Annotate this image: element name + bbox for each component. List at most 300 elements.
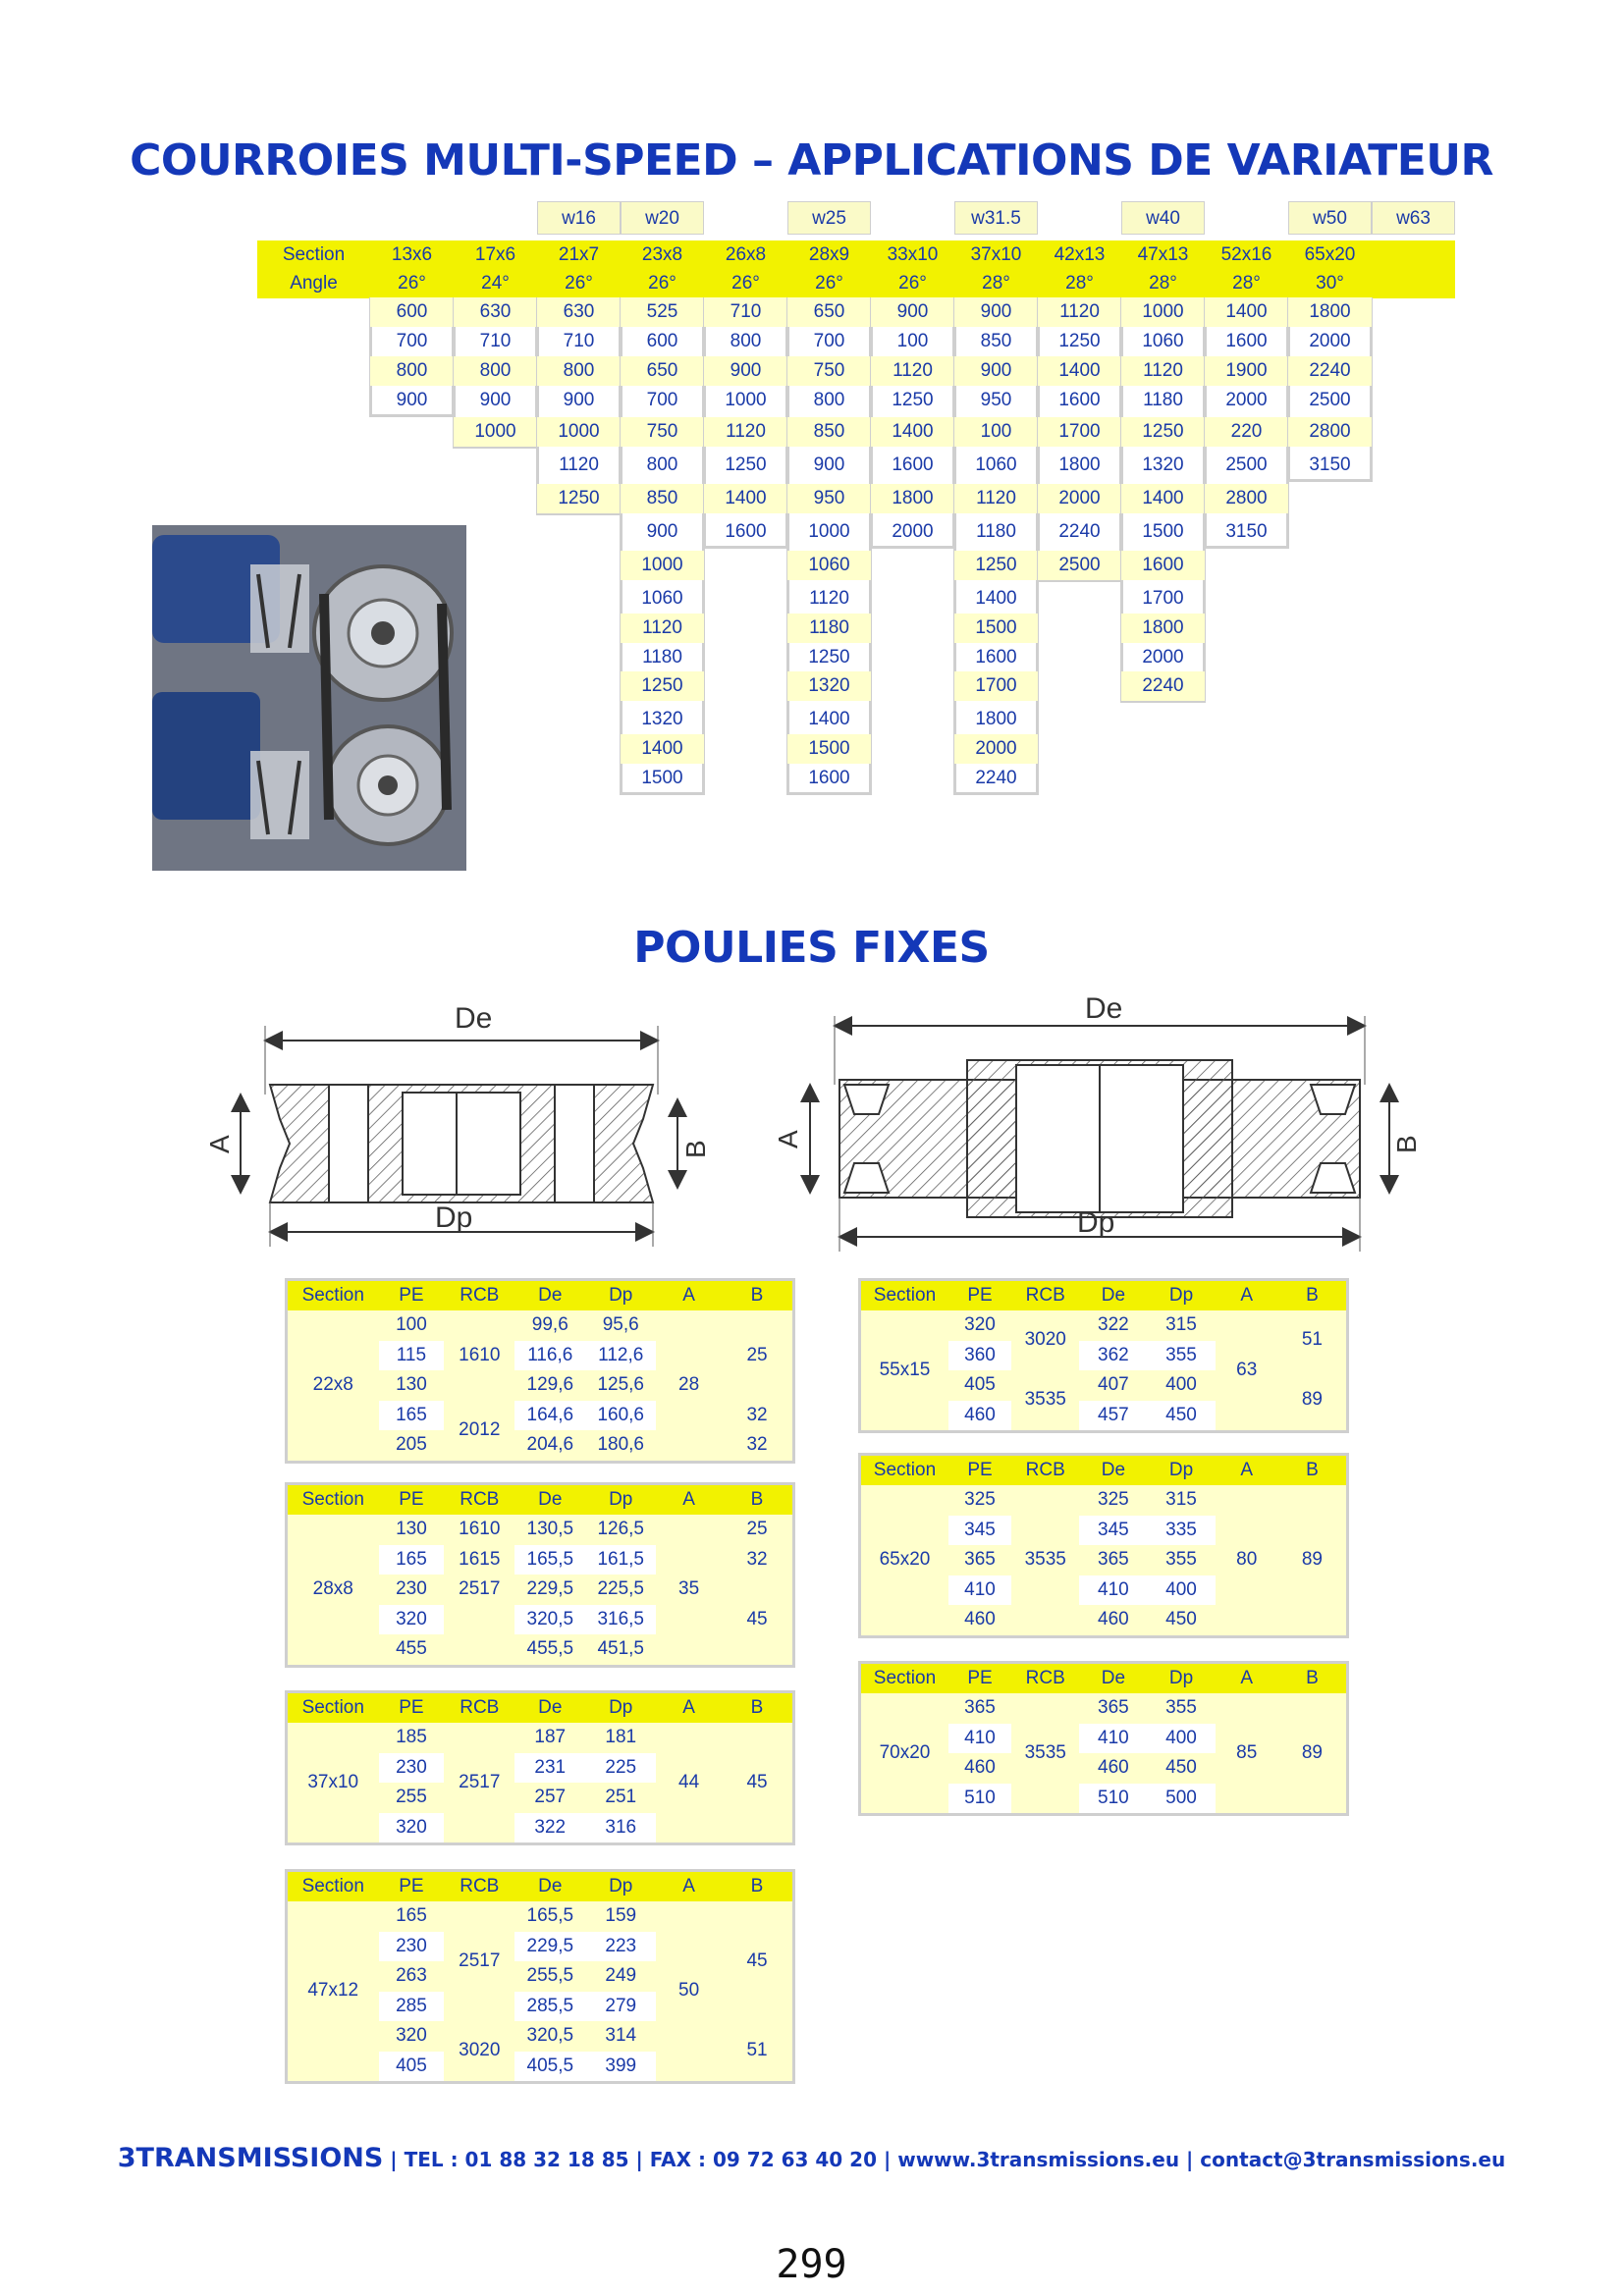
variator-value: 1000 bbox=[725, 390, 767, 410]
fixed-pulley-table bbox=[285, 1482, 795, 1668]
column-header: De bbox=[1101, 1460, 1126, 1480]
pe-cell: 410 bbox=[964, 1578, 996, 1600]
variator-value: 1400 bbox=[1205, 297, 1288, 327]
pe-cell: 455 bbox=[396, 1638, 427, 1659]
variator-value: 2000 bbox=[1038, 484, 1121, 513]
variator-value: 1250 bbox=[725, 454, 767, 475]
variator-value: 800 bbox=[730, 331, 762, 351]
pe-cell: 460 bbox=[964, 1757, 996, 1778]
a-label-1: A bbox=[204, 1135, 235, 1153]
variator-value: 950 bbox=[787, 484, 871, 513]
pe-cell: 130 bbox=[396, 1374, 427, 1395]
column-header: Dp bbox=[609, 1285, 633, 1306]
variator-value: 900 bbox=[563, 390, 595, 410]
column-header: De bbox=[1101, 1668, 1126, 1688]
column-header: B bbox=[1306, 1668, 1319, 1688]
variator-photo bbox=[152, 525, 466, 871]
variator-value: 1120 bbox=[954, 484, 1038, 513]
section-cell: 22x8 bbox=[312, 1374, 353, 1395]
column-header: B bbox=[750, 1285, 764, 1306]
variator-value: 2500 bbox=[1038, 551, 1121, 580]
variator-value: 1180 bbox=[642, 647, 682, 667]
angle-header: 30° bbox=[1316, 273, 1344, 294]
dp-cell: 316 bbox=[605, 1816, 637, 1838]
b-cell: 51 bbox=[1301, 1329, 1323, 1351]
column-header: PE bbox=[967, 1668, 993, 1688]
double-groove-pulley-diagram bbox=[761, 987, 1458, 1271]
a-cell: 35 bbox=[678, 1578, 700, 1599]
variator-value: 900 bbox=[479, 390, 512, 410]
dp-cell: 251 bbox=[605, 1787, 637, 1807]
column-header: Dp bbox=[609, 1489, 633, 1510]
angle-header: 28° bbox=[1065, 273, 1094, 294]
variator-value: 1180 bbox=[787, 614, 871, 643]
variator-value: 900 bbox=[954, 356, 1038, 386]
dp-cell: 450 bbox=[1165, 1404, 1197, 1425]
column-header: A bbox=[682, 1697, 695, 1718]
dp-label-1: Dp bbox=[435, 1201, 473, 1234]
variator-value: 1700 bbox=[1142, 588, 1184, 609]
column-header: PE bbox=[399, 1489, 424, 1510]
pe-cell: 405 bbox=[396, 2055, 427, 2076]
a-cell: 44 bbox=[678, 1771, 700, 1792]
footer-company: 3TRANSMISSIONS bbox=[117, 2143, 384, 2173]
variator-value: 1400 bbox=[1121, 484, 1205, 513]
variator-value: 900 bbox=[813, 454, 845, 475]
column-header: RCB bbox=[460, 1285, 500, 1306]
variator-value: 1800 bbox=[1058, 454, 1101, 475]
variator-value: 1500 bbox=[954, 614, 1038, 643]
de-label-2: De bbox=[1085, 992, 1123, 1025]
rcb-cell: 3535 bbox=[1024, 1389, 1066, 1411]
dp-cell: 355 bbox=[1165, 1549, 1197, 1570]
b-cell: 45 bbox=[746, 1608, 768, 1629]
dp-cell: 451,5 bbox=[597, 1638, 644, 1659]
de-cell: 405,5 bbox=[526, 2055, 574, 2076]
variator-value: 900 bbox=[871, 297, 954, 327]
dp-cell: 315 bbox=[1165, 1314, 1197, 1335]
de-cell: 455,5 bbox=[526, 1638, 574, 1659]
dp-cell: 180,6 bbox=[597, 1434, 644, 1455]
dp-cell: 181 bbox=[605, 1727, 637, 1747]
variator-value: 630 bbox=[537, 297, 621, 327]
dp-cell: 279 bbox=[605, 1995, 637, 2016]
pe-cell: 230 bbox=[396, 1578, 427, 1599]
variator-value: 1400 bbox=[808, 709, 850, 729]
rcb-cell: 2517 bbox=[459, 1949, 501, 1971]
variator-value: 800 bbox=[813, 390, 845, 410]
dp-cell: 400 bbox=[1165, 1374, 1197, 1395]
variator-title: COURROIES MULTI-SPEED – APPLICATIONS DE VARIATEUR bbox=[130, 135, 1493, 186]
variator-value: 2240 bbox=[1121, 671, 1205, 701]
variator-value: 2240 bbox=[975, 768, 1017, 788]
variator-value: 2000 bbox=[1225, 390, 1268, 410]
section-cell: 37x10 bbox=[307, 1771, 359, 1792]
column-header: Dp bbox=[1168, 1460, 1194, 1480]
w-label: w20 bbox=[621, 201, 704, 235]
a-cell: 28 bbox=[678, 1374, 700, 1395]
variator-value: 1120 bbox=[621, 614, 704, 643]
section-header: 52x16 bbox=[1220, 244, 1272, 265]
pe-cell: 410 bbox=[964, 1727, 996, 1748]
variator-value: 650 bbox=[621, 356, 704, 386]
column-header: B bbox=[750, 1489, 764, 1510]
variator-value: 1400 bbox=[621, 734, 704, 764]
fixed-pulley-table bbox=[858, 1661, 1349, 1816]
variator-value: 1120 bbox=[871, 356, 954, 386]
section-header: 26x8 bbox=[725, 244, 767, 265]
section-cell: 47x12 bbox=[307, 1980, 359, 2002]
w-label: w40 bbox=[1121, 201, 1205, 235]
b-label-1: B bbox=[680, 1140, 711, 1158]
angle-header: 26° bbox=[648, 273, 676, 294]
variator-value: 1400 bbox=[704, 484, 787, 513]
variator-value: 800 bbox=[454, 356, 537, 386]
column-header: De bbox=[538, 1876, 563, 1896]
variator-value: 220 bbox=[1205, 417, 1288, 447]
column-header: Section bbox=[873, 1285, 937, 1306]
variator-value: 1120 bbox=[704, 417, 787, 447]
variator-value: 1120 bbox=[1121, 356, 1205, 386]
b-cell: 51 bbox=[746, 2040, 768, 2061]
de-label-1: De bbox=[455, 1002, 493, 1035]
de-cell: 229,5 bbox=[526, 1578, 574, 1599]
b-cell: 32 bbox=[746, 1434, 768, 1455]
variator-value: 700 bbox=[813, 331, 845, 351]
de-cell: 165,5 bbox=[526, 1905, 574, 1926]
pe-cell: 205 bbox=[396, 1434, 427, 1455]
column-header: Section bbox=[873, 1460, 937, 1480]
variator-value: 710 bbox=[704, 297, 787, 327]
variator-value: 1320 bbox=[641, 709, 683, 729]
fixed-pulley-table bbox=[285, 1278, 795, 1464]
angle-header: 26° bbox=[815, 273, 843, 294]
section-label: Section bbox=[282, 244, 346, 265]
variator-value: 2240 bbox=[1288, 356, 1372, 386]
a-cell: 80 bbox=[1236, 1549, 1258, 1570]
variator-value: 1400 bbox=[1038, 356, 1121, 386]
column-header: A bbox=[1240, 1668, 1254, 1688]
variator-value: 700 bbox=[396, 331, 428, 351]
dp-cell: 125,6 bbox=[597, 1374, 644, 1395]
b-cell: 45 bbox=[746, 1949, 768, 1971]
de-cell: 457 bbox=[1098, 1404, 1129, 1425]
dp-cell: 315 bbox=[1165, 1489, 1197, 1510]
b-cell: 45 bbox=[746, 1771, 768, 1792]
de-cell: 165,5 bbox=[526, 1548, 574, 1570]
variator-value: 1600 bbox=[808, 768, 850, 788]
variator-value: 750 bbox=[787, 356, 871, 386]
rcb-cell: 2517 bbox=[459, 1578, 501, 1599]
variator-value: 1800 bbox=[871, 484, 954, 513]
single-groove-pulley-diagram bbox=[191, 987, 722, 1271]
variator-value: 1060 bbox=[1142, 331, 1184, 351]
pe-cell: 115 bbox=[396, 1344, 427, 1365]
variator-value: 1800 bbox=[1288, 297, 1372, 327]
fixed-pulley-table bbox=[285, 1869, 795, 2084]
angle-header: 26° bbox=[731, 273, 760, 294]
variator-value: 900 bbox=[704, 356, 787, 386]
column-header: B bbox=[750, 1697, 764, 1718]
a-label-2: A bbox=[773, 1130, 803, 1148]
de-cell: 322 bbox=[1098, 1314, 1129, 1335]
b-cell: 89 bbox=[1301, 1549, 1323, 1570]
fixed-pulley-table bbox=[858, 1278, 1349, 1433]
de-cell: 460 bbox=[1098, 1757, 1129, 1778]
variator-value: 1250 bbox=[954, 551, 1038, 580]
angle-header: 28° bbox=[982, 273, 1010, 294]
column-header: B bbox=[1306, 1285, 1319, 1306]
pe-cell: 405 bbox=[964, 1374, 996, 1395]
b-cell: 25 bbox=[746, 1344, 768, 1365]
pe-cell: 320 bbox=[396, 2025, 427, 2046]
de-cell: 164,6 bbox=[526, 1404, 574, 1425]
section-header: 37x10 bbox=[970, 244, 1022, 265]
column-header: A bbox=[1240, 1460, 1254, 1480]
variator-value: 3150 bbox=[1309, 454, 1351, 475]
dp-cell: 112,6 bbox=[598, 1344, 644, 1365]
variator-value: 1600 bbox=[1225, 331, 1268, 351]
column-header: De bbox=[538, 1697, 563, 1718]
w-label: w63 bbox=[1372, 201, 1455, 235]
variator-value: 1250 bbox=[1058, 331, 1101, 351]
w-label: w16 bbox=[537, 201, 621, 235]
de-cell: 365 bbox=[1098, 1549, 1129, 1570]
column-header: A bbox=[682, 1876, 695, 1896]
rcb-cell: 1610 bbox=[459, 1519, 501, 1539]
variator-value: 900 bbox=[396, 390, 428, 410]
column-header: RCB bbox=[460, 1489, 500, 1510]
column-header: Section bbox=[301, 1876, 364, 1896]
angle-header: 28° bbox=[1232, 273, 1261, 294]
variator-value: 2500 bbox=[1309, 390, 1351, 410]
de-cell: 460 bbox=[1098, 1609, 1129, 1629]
variator-value: 950 bbox=[980, 390, 1012, 410]
pe-cell: 345 bbox=[964, 1519, 996, 1540]
dp-cell: 399 bbox=[605, 2055, 637, 2076]
de-cell: 257 bbox=[534, 1787, 567, 1807]
section-header: 21x7 bbox=[558, 244, 600, 265]
column-header: B bbox=[750, 1876, 764, 1896]
column-header: A bbox=[1240, 1285, 1254, 1306]
pe-cell: 255 bbox=[396, 1787, 427, 1807]
angle-header: 28° bbox=[1149, 273, 1177, 294]
variator-value: 800 bbox=[646, 454, 678, 475]
angle-header: 24° bbox=[481, 273, 510, 294]
variator-value: 850 bbox=[621, 484, 704, 513]
w-label: w50 bbox=[1288, 201, 1372, 235]
rcb-cell: 1615 bbox=[459, 1548, 501, 1570]
variator-value: 600 bbox=[646, 331, 678, 351]
variator-value: 800 bbox=[370, 356, 454, 386]
variator-value: 1060 bbox=[975, 454, 1017, 475]
dp-label-2: Dp bbox=[1077, 1206, 1115, 1239]
variator-value: 710 bbox=[563, 331, 595, 351]
column-header: De bbox=[1101, 1285, 1126, 1306]
variator-value: 1180 bbox=[976, 521, 1016, 542]
b-cell: 32 bbox=[746, 1404, 768, 1425]
de-cell: 229,5 bbox=[526, 1935, 574, 1956]
variator-value: 2800 bbox=[1288, 417, 1372, 447]
column-header: PE bbox=[399, 1876, 424, 1896]
section-header: 13x6 bbox=[391, 244, 433, 265]
variator-value: 2000 bbox=[954, 734, 1038, 764]
section-cell: 70x20 bbox=[879, 1741, 931, 1763]
variator-value: 3150 bbox=[1225, 521, 1268, 542]
de-cell: 365 bbox=[1098, 1697, 1129, 1718]
section-header: 42x13 bbox=[1054, 244, 1106, 265]
section-header: 28x9 bbox=[808, 244, 850, 265]
variator-value: 1000 bbox=[621, 551, 704, 580]
pe-cell: 230 bbox=[396, 1756, 427, 1778]
column-header: Dp bbox=[1168, 1285, 1194, 1306]
pe-cell: 130 bbox=[396, 1519, 427, 1539]
w-label: w31.5 bbox=[954, 201, 1038, 235]
variator-value: 2240 bbox=[1058, 521, 1101, 542]
de-cell: 204,6 bbox=[526, 1434, 574, 1455]
variator-value: 2800 bbox=[1205, 484, 1288, 513]
variator-value: 1600 bbox=[1121, 551, 1205, 580]
angle-label: Angle bbox=[290, 273, 338, 294]
dp-cell: 223 bbox=[605, 1935, 637, 1956]
dp-cell: 314 bbox=[605, 2025, 637, 2046]
variator-value: 1320 bbox=[1142, 454, 1184, 475]
column-header: De bbox=[538, 1285, 563, 1306]
section-cell: 28x8 bbox=[312, 1578, 353, 1599]
variator-value: 1700 bbox=[954, 671, 1038, 701]
variator-value: 1900 bbox=[1205, 356, 1288, 386]
de-cell: 116,6 bbox=[527, 1344, 573, 1365]
variator-value: 600 bbox=[370, 297, 454, 327]
b-label-2: B bbox=[1391, 1135, 1422, 1153]
angle-header: 26° bbox=[398, 273, 426, 294]
variator-value: 1250 bbox=[892, 390, 934, 410]
variator-value: 700 bbox=[646, 390, 678, 410]
dp-cell: 126,5 bbox=[597, 1519, 644, 1539]
column-header: RCB bbox=[1025, 1285, 1065, 1306]
dp-cell: 500 bbox=[1165, 1787, 1197, 1808]
column-header: A bbox=[682, 1489, 695, 1510]
rcb-cell: 3535 bbox=[1024, 1741, 1066, 1763]
variator-value: 1180 bbox=[1143, 390, 1183, 410]
pe-cell: 320 bbox=[396, 1608, 427, 1629]
pe-cell: 360 bbox=[964, 1344, 996, 1365]
pe-cell: 365 bbox=[964, 1549, 996, 1570]
w-label: w25 bbox=[787, 201, 871, 235]
dp-cell: 355 bbox=[1165, 1344, 1197, 1365]
a-cell: 85 bbox=[1236, 1741, 1258, 1763]
variator-value: 1400 bbox=[871, 417, 954, 447]
de-cell: 410 bbox=[1098, 1578, 1129, 1600]
column-header: Section bbox=[873, 1668, 937, 1688]
column-header: Dp bbox=[1168, 1668, 1194, 1688]
column-header: B bbox=[1306, 1460, 1319, 1480]
variator-value: 1060 bbox=[641, 588, 683, 609]
variator-photo-illustration bbox=[152, 525, 466, 871]
section-header: 65x20 bbox=[1304, 244, 1356, 265]
variator-value: 630 bbox=[454, 297, 537, 327]
de-cell: 362 bbox=[1098, 1344, 1129, 1365]
variator-value: 800 bbox=[537, 356, 621, 386]
variator-value: 900 bbox=[646, 521, 678, 542]
dp-cell: 450 bbox=[1165, 1757, 1197, 1778]
de-cell: 129,6 bbox=[526, 1374, 574, 1395]
variator-value: 1800 bbox=[1121, 614, 1205, 643]
variator-value: 1600 bbox=[892, 454, 934, 475]
pe-cell: 185 bbox=[396, 1727, 427, 1747]
pe-cell: 320 bbox=[964, 1314, 996, 1335]
pe-cell: 460 bbox=[964, 1404, 996, 1425]
de-cell: 320,5 bbox=[526, 1608, 574, 1629]
rcb-cell: 3020 bbox=[1024, 1329, 1066, 1351]
variator-value: 850 bbox=[980, 331, 1012, 351]
de-cell: 510 bbox=[1098, 1787, 1129, 1808]
dp-cell: 355 bbox=[1165, 1697, 1197, 1718]
dp-cell: 316,5 bbox=[597, 1608, 644, 1629]
variator-value: 1500 bbox=[1142, 521, 1184, 542]
column-header: A bbox=[682, 1285, 695, 1306]
b-cell: 25 bbox=[746, 1519, 768, 1539]
variator-value: 1120 bbox=[1038, 297, 1121, 327]
de-cell: 320,5 bbox=[526, 2025, 574, 2046]
de-cell: 187 bbox=[534, 1727, 567, 1747]
column-header: RCB bbox=[1025, 1668, 1065, 1688]
b-cell: 32 bbox=[746, 1548, 768, 1570]
dp-cell: 160,6 bbox=[597, 1404, 644, 1425]
pe-cell: 365 bbox=[964, 1697, 996, 1718]
variator-value: 525 bbox=[621, 297, 704, 327]
section-cell: 65x20 bbox=[879, 1549, 931, 1570]
dp-cell: 159 bbox=[605, 1905, 637, 1926]
variator-value: 1400 bbox=[975, 588, 1017, 609]
pe-cell: 263 bbox=[396, 1965, 427, 1986]
footer bbox=[0, 2143, 1623, 2173]
variator-value: 1800 bbox=[975, 709, 1017, 729]
variator-value: 1000 bbox=[454, 417, 537, 447]
pe-cell: 230 bbox=[396, 1935, 427, 1956]
variator-value: 1120 bbox=[809, 588, 849, 609]
column-header: PE bbox=[399, 1285, 424, 1306]
variator-value: 900 bbox=[954, 297, 1038, 327]
rcb-cell: 2012 bbox=[459, 1418, 501, 1440]
dp-cell: 225,5 bbox=[597, 1578, 644, 1599]
variator-value: 1250 bbox=[621, 671, 704, 701]
de-cell: 410 bbox=[1098, 1727, 1129, 1748]
section-cell: 55x15 bbox=[879, 1359, 931, 1380]
dp-cell: 450 bbox=[1165, 1609, 1197, 1629]
variator-value: 1500 bbox=[787, 734, 871, 764]
dp-cell: 335 bbox=[1165, 1519, 1197, 1540]
fixed-pulley-table bbox=[858, 1453, 1349, 1638]
rcb-cell: 1610 bbox=[459, 1344, 501, 1365]
dp-cell: 95,6 bbox=[602, 1314, 639, 1335]
variator-value: 100 bbox=[954, 417, 1038, 447]
column-header: De bbox=[538, 1489, 563, 1510]
section-header: 33x10 bbox=[887, 244, 939, 265]
dp-cell: 161,5 bbox=[597, 1548, 644, 1570]
pe-cell: 285 bbox=[396, 1995, 427, 2016]
column-header: RCB bbox=[460, 1876, 500, 1896]
pe-cell: 165 bbox=[396, 1548, 427, 1570]
variator-value: 1000 bbox=[808, 521, 850, 542]
column-header: Dp bbox=[609, 1876, 633, 1896]
variator-value: 650 bbox=[787, 297, 871, 327]
variator-value: 1700 bbox=[1038, 417, 1121, 447]
variator-value: 1500 bbox=[641, 768, 683, 788]
de-cell: 325 bbox=[1098, 1489, 1129, 1510]
pe-cell: 165 bbox=[396, 1404, 427, 1425]
column-header: Section bbox=[301, 1489, 364, 1510]
